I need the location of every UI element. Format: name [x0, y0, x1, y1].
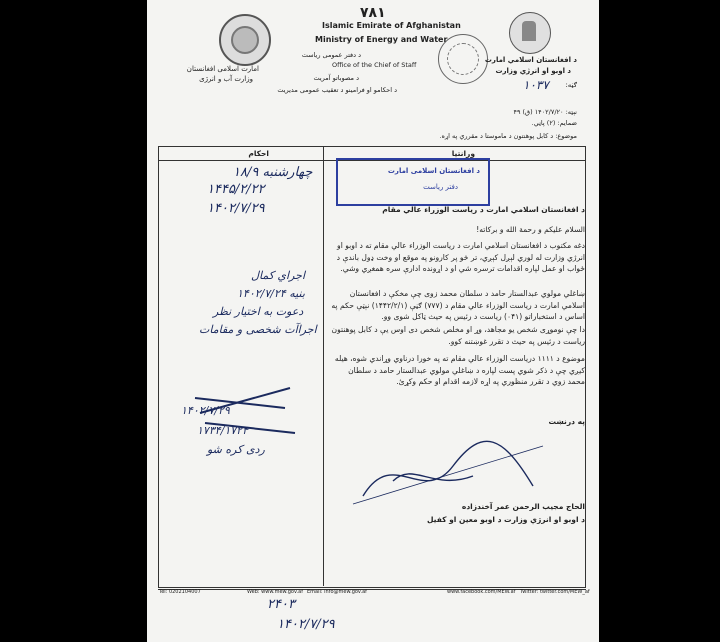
ministry-emblem-icon	[219, 14, 271, 66]
emirate-emblem-icon	[509, 12, 551, 54]
stamp-line1: د افغانستان اسلامی امارت	[387, 167, 480, 175]
attachments-line: ضمایم: (۲) پاڼي.	[531, 119, 577, 127]
letter-salutation: السلام علیکم و رحمة الله و برکاته!	[476, 225, 585, 234]
handwritten-note-2: بنیه ۱۴۰۲/۷/۲۴	[237, 287, 305, 300]
header-en-line1: Islamic Emirate of Afghanistan	[322, 21, 461, 30]
handwritten-note-4: اجراآت شخصی و مقامات	[199, 323, 317, 336]
header-sub-dari: د دفتر عمومی ریاست	[301, 51, 361, 59]
serial-number: ۷۸۱	[360, 5, 386, 21]
column-header-left: احکام	[248, 149, 269, 158]
letter-paragraph-2: ښاغلي مولوي عبدالستار حامد د سلطان محمد زوی چې مخکې د افغانستان اسلامي امارت د رياست الوزراء عالي مقام د (۷۷۷) ګڼې (۱۴۴۲/۲/۱) نېټې حکم په اساس د استخباراتو (۰۴۱) رياست د رئيس په حيث ټاکل شوی وو.	[331, 289, 585, 321]
date-line: نېټه: ۱۴۰۲/۷/۲۰ (ق) ۴۹	[513, 108, 577, 116]
letter-closing: په درنښت	[548, 417, 585, 426]
number-value: ۱۰۳۷	[523, 78, 549, 92]
header-sub-4: د احکامو او فرامینو د تعقیب عمومی مدیریت	[277, 86, 397, 94]
signatory-name: الحاج مجيب الرحمن عمر آخندزاده	[461, 502, 585, 511]
handwritten-note-5: ۱۴۰۲/۷/۲۹	[181, 404, 230, 417]
letter-paragraph-1: دغه مکتوب د افغانستان اسلامي امارت د رياست الوزراء عالي مقام ته د اوبو او انرژي وزارت له لوري لېږل کېږي، تر څو پر کارونو په موقع او وخت ډول باندې د ځواب او عمل لپاره اقدامات ترسره شي او د اړونده ادارې سره همغږي وشي.	[336, 241, 585, 273]
number-label: ګڼه:	[565, 81, 577, 89]
document-page	[147, 0, 599, 642]
header-sub-3: د مصوباتو آمریت	[313, 74, 359, 82]
handwritten-date-3: ۱۴۰۲/۷/۲۹	[207, 201, 265, 216]
handwritten-date-1: چهارشنبه ۱۸/۹	[233, 165, 313, 180]
handwritten-bottom-1: ۲۴۰۳	[267, 597, 295, 612]
subject-line: موضوع: د کابل پوهنتون د ماموستا د مقرري په اړه.	[439, 132, 577, 140]
footer-email: Email: info@mew.gov.af	[307, 589, 367, 595]
signature-icon	[333, 426, 553, 516]
letter-paragraph-4: موضوع د ۱۱۱۱ درياست الوزراء عالي مقام ته په خورا درناوي وړاندي شوه، هيله کيږي چې د ذکر شوي پست لپاره د ښاغلي مولوي عبدالستار حامد د سلطان محمد زوي د تقرر منظوري په اړه لازمه اقدام او حکم وکړئ.	[334, 354, 585, 386]
right-header-line1: د افغانستان اسلامي امارت	[484, 56, 577, 64]
handwritten-note-1: اجراي كمال	[251, 269, 306, 282]
letter-heading: د افغانستان اسلامي امارت د رياست الوزراء عالي مقام	[382, 205, 585, 214]
table-column-divider	[323, 146, 324, 586]
column-header-right: ورانتیا	[451, 149, 475, 158]
handwritten-note-3: دعوت به اختیار نظر	[213, 305, 304, 318]
office-seal-icon	[438, 34, 488, 84]
header-sub-en: Office of the Chief of Staff	[332, 61, 417, 69]
left-header-line2: وزارت آب و انرژی	[199, 75, 253, 83]
signatory-title: د اوبو او انرژي وزارت د اوبو معين او کفيل	[426, 515, 585, 524]
handwritten-bottom-2: ۱۴۰۲/۷/۲۹	[277, 617, 335, 632]
stamp-line2: دفتر ریاست	[423, 183, 458, 191]
left-header-line1: امارت اسلامی افغانستان	[186, 65, 259, 73]
handwritten-date-2: ۱۴۴۵/۲/۲۲	[207, 182, 265, 197]
official-stamp	[336, 158, 490, 206]
footer-facebook: www.facebook.com/MEW.af	[447, 589, 516, 595]
footer-tel: Tel: 0202104007	[159, 589, 201, 595]
right-header-line2: د اوبو او انرژي وزارت	[495, 67, 571, 75]
footer-twitter: Twitter: twitter.com/MEW_af	[520, 589, 590, 595]
footer-web: Web: www.mew.gov.af	[247, 589, 303, 595]
letter-paragraph-3: دا چې نوموړی شخص يو مجاهد، وړ او مخلص شخص دی اوس يې د کابل پوهنتون رياست د رئيس په حيث د تقرر غوښتنه کوو.	[331, 325, 585, 346]
handwritten-note-7: ردی کره شو	[207, 443, 265, 456]
header-en-line2: Ministry of Energy and Water	[315, 35, 448, 44]
handwritten-note-6: ۱۷۳۴/۱۷۲۴	[197, 424, 248, 437]
